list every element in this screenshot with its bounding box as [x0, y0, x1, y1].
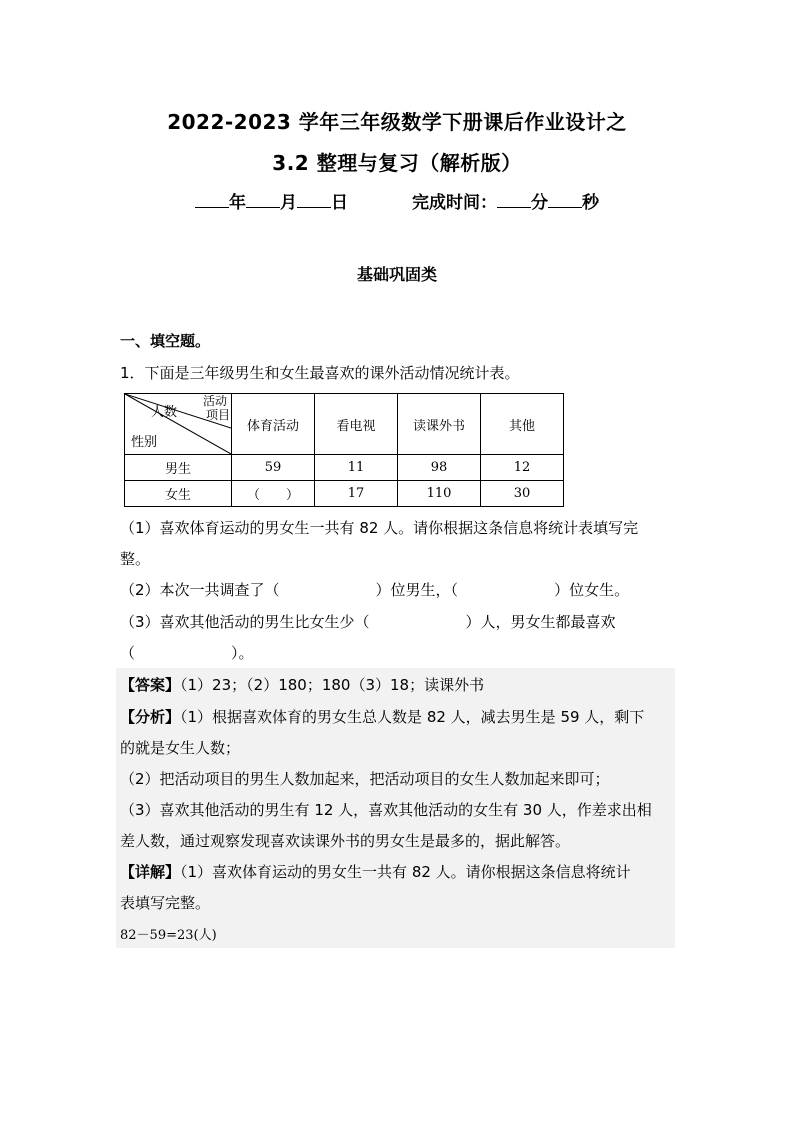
- table-cell: 12: [481, 455, 564, 481]
- section-title: 基础巩固类: [356, 265, 437, 284]
- question-1-part-1-line2: 整。: [120, 550, 151, 568]
- detail-line2: 表填写完整。: [120, 894, 211, 912]
- analysis-line3: （2）把活动项目的男生人数加起来，把活动项目的女生人数加起来即可；: [120, 770, 610, 788]
- column-header: 体育活动: [232, 394, 315, 455]
- table-corner-header: 活动 项目 人数 性别: [125, 394, 232, 455]
- analysis-line1: 【分析】（1）根据喜欢体育的男女生总人数是 82 人，减去男生是 59 人，剩下: [120, 708, 645, 726]
- question-1-part-3-line1: （3）喜欢其他活动的男生比女生少（ ）人，男女生都最喜欢: [120, 613, 616, 631]
- column-header: 其他: [481, 394, 564, 455]
- question-1-stem: 1．下面是三年级男生和女生最喜欢的课外活动情况统计表。: [120, 364, 520, 382]
- table-cell: 11: [315, 455, 398, 481]
- detail-line1: 【详解】（1）喜欢体育运动的男女生一共有 82 人。请你根据这条信息将统计: [120, 863, 631, 881]
- table-cell: 17: [315, 481, 398, 507]
- date-and-time-line: 年 月 日 完成时间： 分 秒: [0, 188, 794, 213]
- analysis-line5: 差人数，通过观察发现喜欢读课外书的男女生是最多的，据此解答。: [120, 832, 571, 850]
- part-heading: 一、填空题。: [120, 332, 211, 350]
- row-label: 男生: [125, 455, 232, 481]
- table-row: [125, 481, 564, 507]
- table-cell: 59: [232, 455, 315, 481]
- column-header: 看电视: [315, 394, 398, 455]
- column-header: 读课外书: [398, 394, 481, 455]
- question-1-part-3-line2: （ ）。: [120, 644, 254, 662]
- calculation: 82－59=23(人): [120, 928, 217, 943]
- question-1-part-1-line1: （1）喜欢体育运动的男女生一共有 82 人。请你根据这条信息将统计表填写完: [120, 519, 639, 537]
- table-row: [125, 455, 564, 481]
- question-1-part-2: （2）本次一共调查了（ ）位男生，（ ）位女生。: [120, 581, 630, 599]
- row-label: 女生: [125, 481, 232, 507]
- analysis-line4: （3）喜欢其他活动的男生有 12 人，喜欢其他活动的女生有 30 人，作差求出相: [120, 801, 652, 819]
- activity-statistics-table: [124, 393, 564, 507]
- document-title-line2: 3.2 整理与复习（解析版）: [272, 151, 522, 175]
- table-cell: 98: [398, 455, 481, 481]
- document-title-line1: 2022-2023 学年三年级数学下册课后作业设计之: [167, 110, 627, 134]
- table-cell: 110: [398, 481, 481, 507]
- analysis-line2: 的就是女生人数；: [120, 739, 241, 757]
- table-cell: 30: [481, 481, 564, 507]
- table-cell-blank: （ ）: [232, 481, 315, 507]
- answer-line: 【答案】（1）23；（2）180；180（3）18；读课外书: [120, 676, 485, 694]
